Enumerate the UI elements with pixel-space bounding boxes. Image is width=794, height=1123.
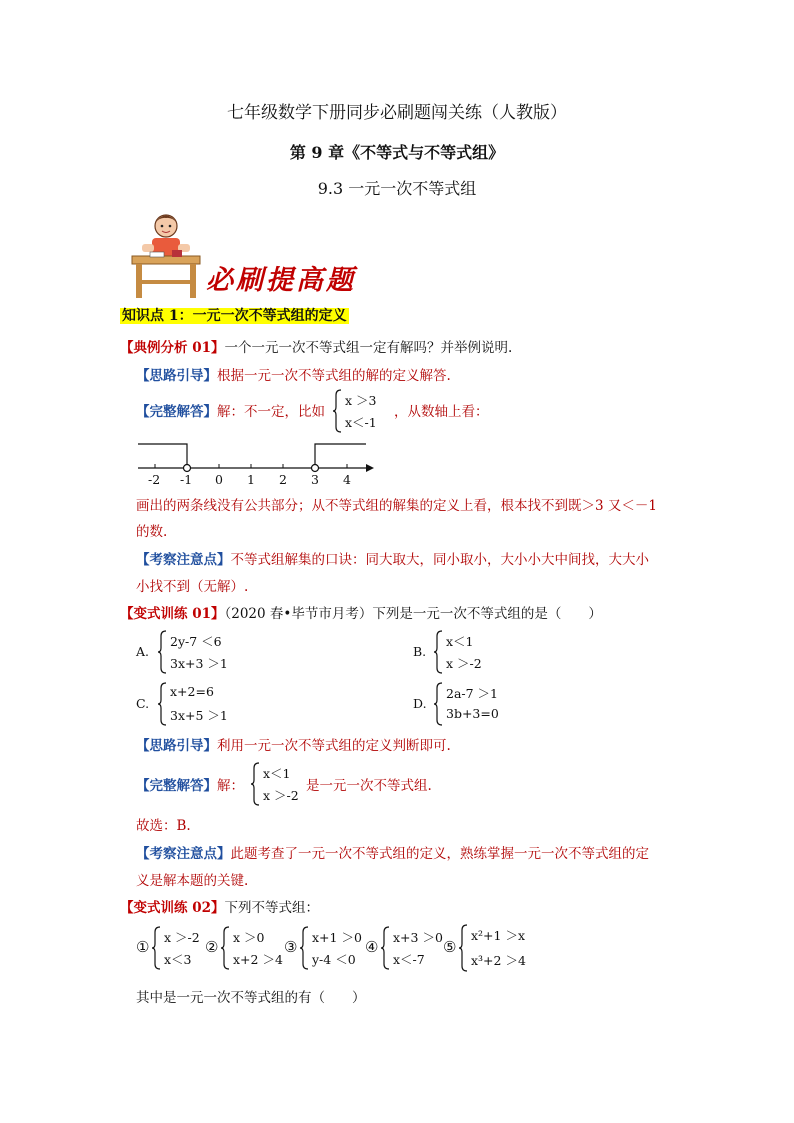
example-explain-2: 的数. <box>136 524 168 540</box>
tick-label: 4 <box>343 472 351 487</box>
tick-label: -1 <box>180 472 193 487</box>
student-desk-icon <box>128 210 204 302</box>
logo-text: 必刷提高题 <box>206 265 356 296</box>
practice1-answer-suffix: 是一元一次不等式组. <box>306 778 432 794</box>
practice1-note-2: 义是解本题的关键. <box>136 873 249 889</box>
system-number: ③ <box>284 938 298 956</box>
system-number: ① <box>136 938 150 956</box>
practice2-question2: 其中是一元一次不等式组的有（ ） <box>136 990 366 1006</box>
practice2-question: 【变式训练 02】下列不等式组： <box>120 900 319 916</box>
practice1-hint: 【思路引导】利用一元一次不等式组的定义判断即可. <box>136 738 451 754</box>
option-b-system: x＜1 x ＞-2 <box>434 630 534 674</box>
option-d-system: 2a-7 ＞1 3b+3=0 <box>434 682 534 726</box>
option-a-label: A. <box>136 644 150 659</box>
practice1-answer-system: x＜1 x ＞-2 <box>251 762 311 806</box>
system-number: ④ <box>365 938 379 956</box>
example-answer: 【完整解答】解：不一定，比如 <box>136 404 325 420</box>
example-answer-suffix: ，从数轴上看： <box>394 404 489 420</box>
chapter-title: 第 9 章《不等式与不等式组》 <box>289 143 505 162</box>
example-note-1: 【考察注意点】不等式组解集的口诀：同大取大，同小取小，大小小大中间找，大大小 <box>136 552 649 568</box>
system-number: ② <box>205 938 219 956</box>
option-c-system: x+2=6 3x+5 ＞1 <box>158 682 258 726</box>
number-line <box>134 440 374 490</box>
tick-label: 1 <box>247 472 255 487</box>
practice1-note-1: 【考察注意点】此题考查了一元一次不等式组的定义，熟练掌握一元一次不等式组的定 <box>136 846 649 862</box>
system-5: x²+1 ＞x x³+2 ＞4 <box>459 924 549 972</box>
example-explain-1: 画出的两条线没有公共部分；从不等式组的解集的定义上看，根本找不到既＞3 又＜－1 <box>136 498 657 514</box>
tick-label: -2 <box>148 472 161 487</box>
option-d-label: D. <box>413 696 427 711</box>
tick-label: 0 <box>215 472 223 487</box>
document-title: 七年级数学下册同步必刷题闯关练（人教版） <box>227 103 567 123</box>
system-number: ⑤ <box>443 938 457 956</box>
tick-label: 3 <box>311 472 319 487</box>
option-b-label: B. <box>413 644 427 659</box>
example-question: 【典例分析 01】一个一元一次不等式组一定有解吗？并举例说明. <box>120 340 513 356</box>
example-system: x ＞3 x＜-1 <box>333 389 393 433</box>
example-hint: 【思路引导】根据一元一次不等式组的解的定义解答. <box>136 368 451 384</box>
section-title: 9.3 一元一次不等式组 <box>317 179 477 198</box>
option-c-label: C. <box>136 696 150 711</box>
system-3: x+1 ＞0 y-4 ＜0 <box>300 926 370 970</box>
example-note-2: 小找不到（无解）. <box>136 579 249 595</box>
knowledge-point: 知识点 1：一元一次不等式组的定义 <box>122 308 347 324</box>
practice1-question: 【变式训练 01】（2020 春•毕节市月考）下列是一元一次不等式组的是（ ） <box>120 606 602 622</box>
practice1-answer: 【完整解答】解： <box>136 778 244 794</box>
system-4: x+3 ＞0 x＜-7 <box>381 926 451 970</box>
system-2: x ＞0 x+2 ＞4 <box>221 926 291 970</box>
practice1-choice: 故选：B. <box>136 818 191 834</box>
option-a-system: 2y-7 ＜6 3x+3 ＞1 <box>158 630 258 674</box>
tick-label: 2 <box>279 472 287 487</box>
system-1: x ＞-2 x＜3 <box>152 926 212 970</box>
